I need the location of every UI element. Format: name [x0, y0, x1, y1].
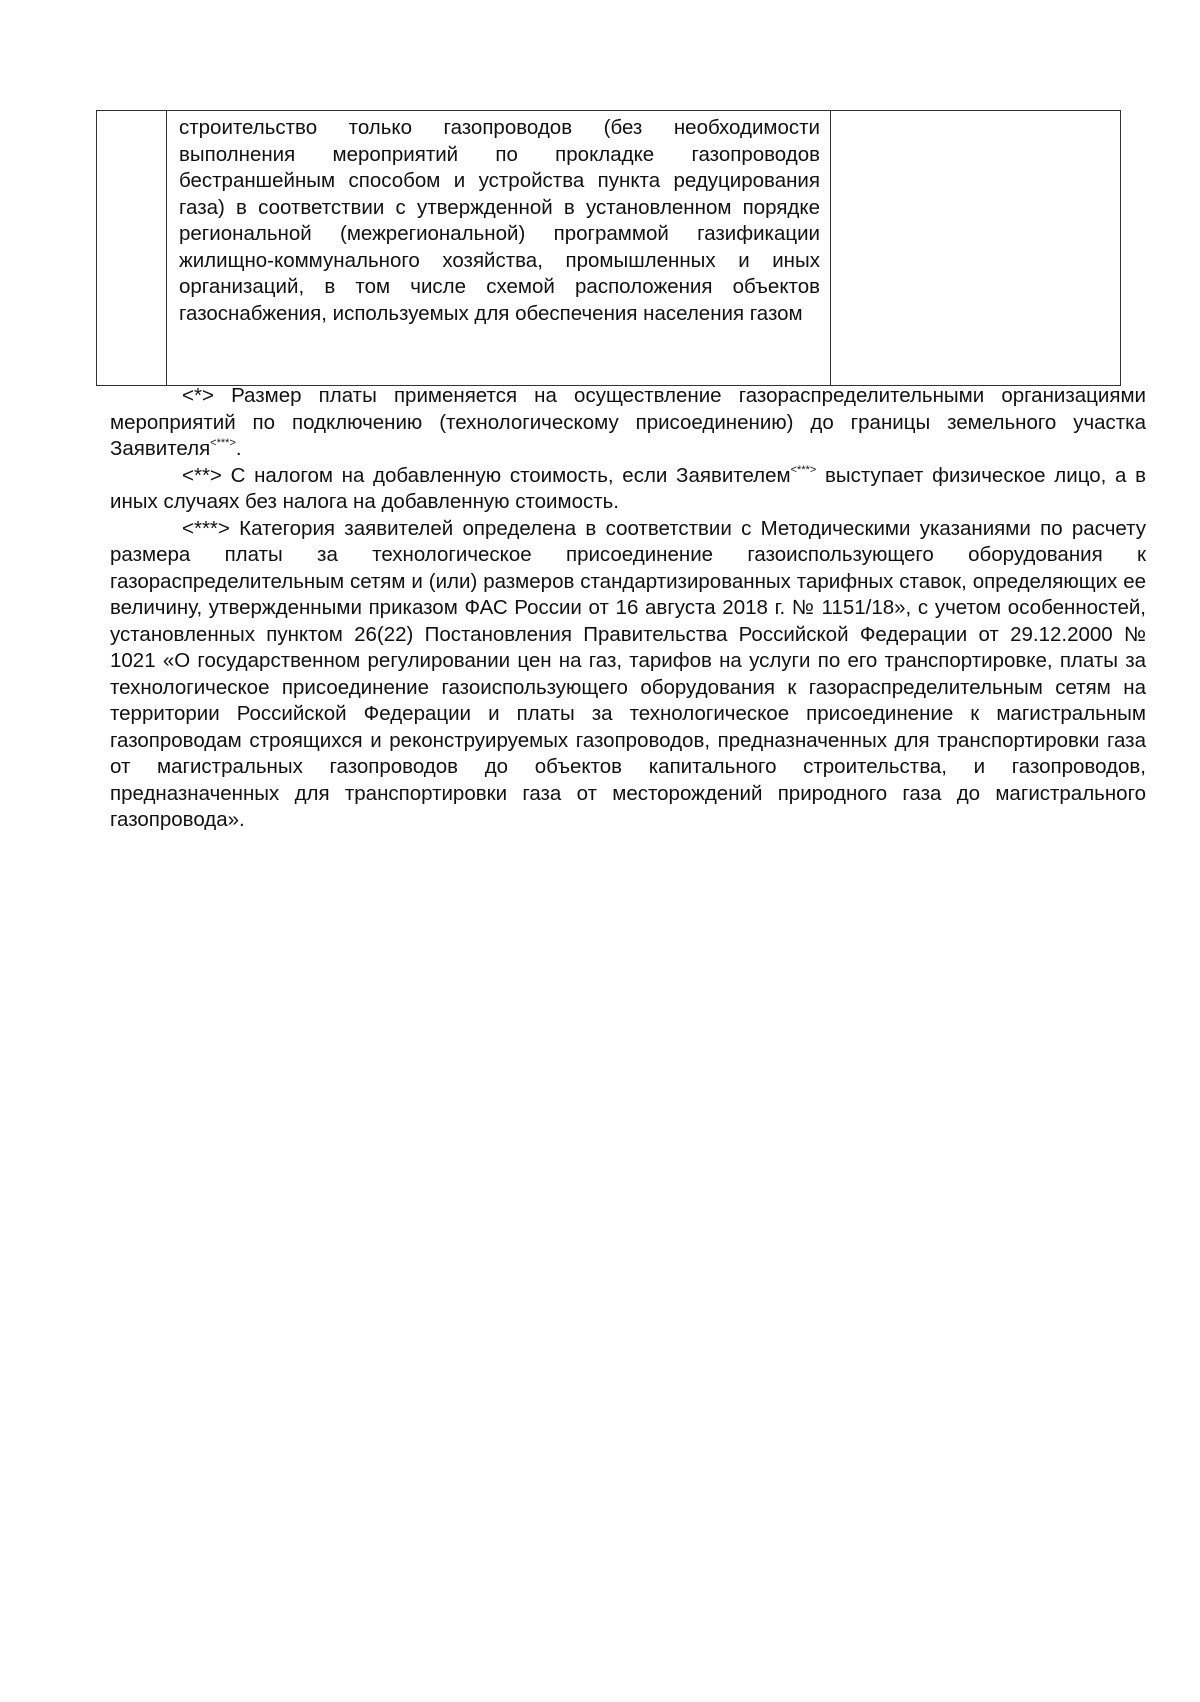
footnote-2-after: выступает физическое лицо, а в иных случаях без налога на добавленную стоимость. [110, 463, 1146, 513]
table-cell-description [167, 111, 831, 386]
table-cell-description-text: строительство только газопроводов (без необходимости выполнения мероприятий по прокладке газопроводов бестраншейным способом и устройства пункта редуцирования газа) в соответствии с утвержденной в установленном порядке региональной (межрегиональной) программой газификации жилищно-коммунального хозяйства, промышленных и иных организаций, в том числе схемой расположения объектов газоснабжения, используемых для обеспечения населения газом [179, 116, 820, 325]
footnote-2 [110, 463, 1146, 516]
table-row [97, 111, 1121, 386]
tariff-table [96, 110, 1121, 386]
footnote-1-ref: <***> [210, 437, 236, 449]
footnote-3-text: <***> Категория заявителей определена в соответствии с Методическими указаниями по расчету размера платы за технологическое присоединение газоиспользующего оборудования к газораспределительным сетям и (или) размеров стандартизированных тарифных ставок, определяющих ее величину, утвержденными приказом ФАС России от 16 августа 2018 г. № 1151/18», с учетом особенностей, установленных пунктом 26(22) Постановления Правительства Российской Федерации от 29.12.2000 № 1021 «О государственном регулировании цен на газ, тарифов на услуги по его транспортировке, платы за технологическое присоединение газоиспользующего оборудования к газораспределительным сетям на территории Российской Федерации и платы за технологическое присоединение к магистральным газопроводам строящихся и реконструируемых газопроводов, предназначенных для транспортировки газа от магистральных газопроводов до объектов капитального строительства, и газопроводов, предназначенных для транспортировки газа от месторождений природного газа до магистрального газопровода». [110, 516, 1146, 831]
footnote-1-text: <*> Размер платы применяется на осуществление газораспределительными организациями мероприятий по подключению (технологическому присоединению) до границы земельного участка Заявителя [110, 384, 1146, 460]
footnote-2-ref: <***> [790, 463, 817, 476]
footnote-3 [110, 516, 1146, 834]
footnote-1-after: . [235, 437, 242, 460]
footnote-2-text: <**> С налогом на добавленную стоимость, если Заявителем [182, 463, 791, 487]
table-cell-number [97, 111, 167, 386]
table-cell-value [831, 111, 1121, 386]
footnotes [110, 383, 1146, 834]
footnote-1 [110, 383, 1146, 463]
